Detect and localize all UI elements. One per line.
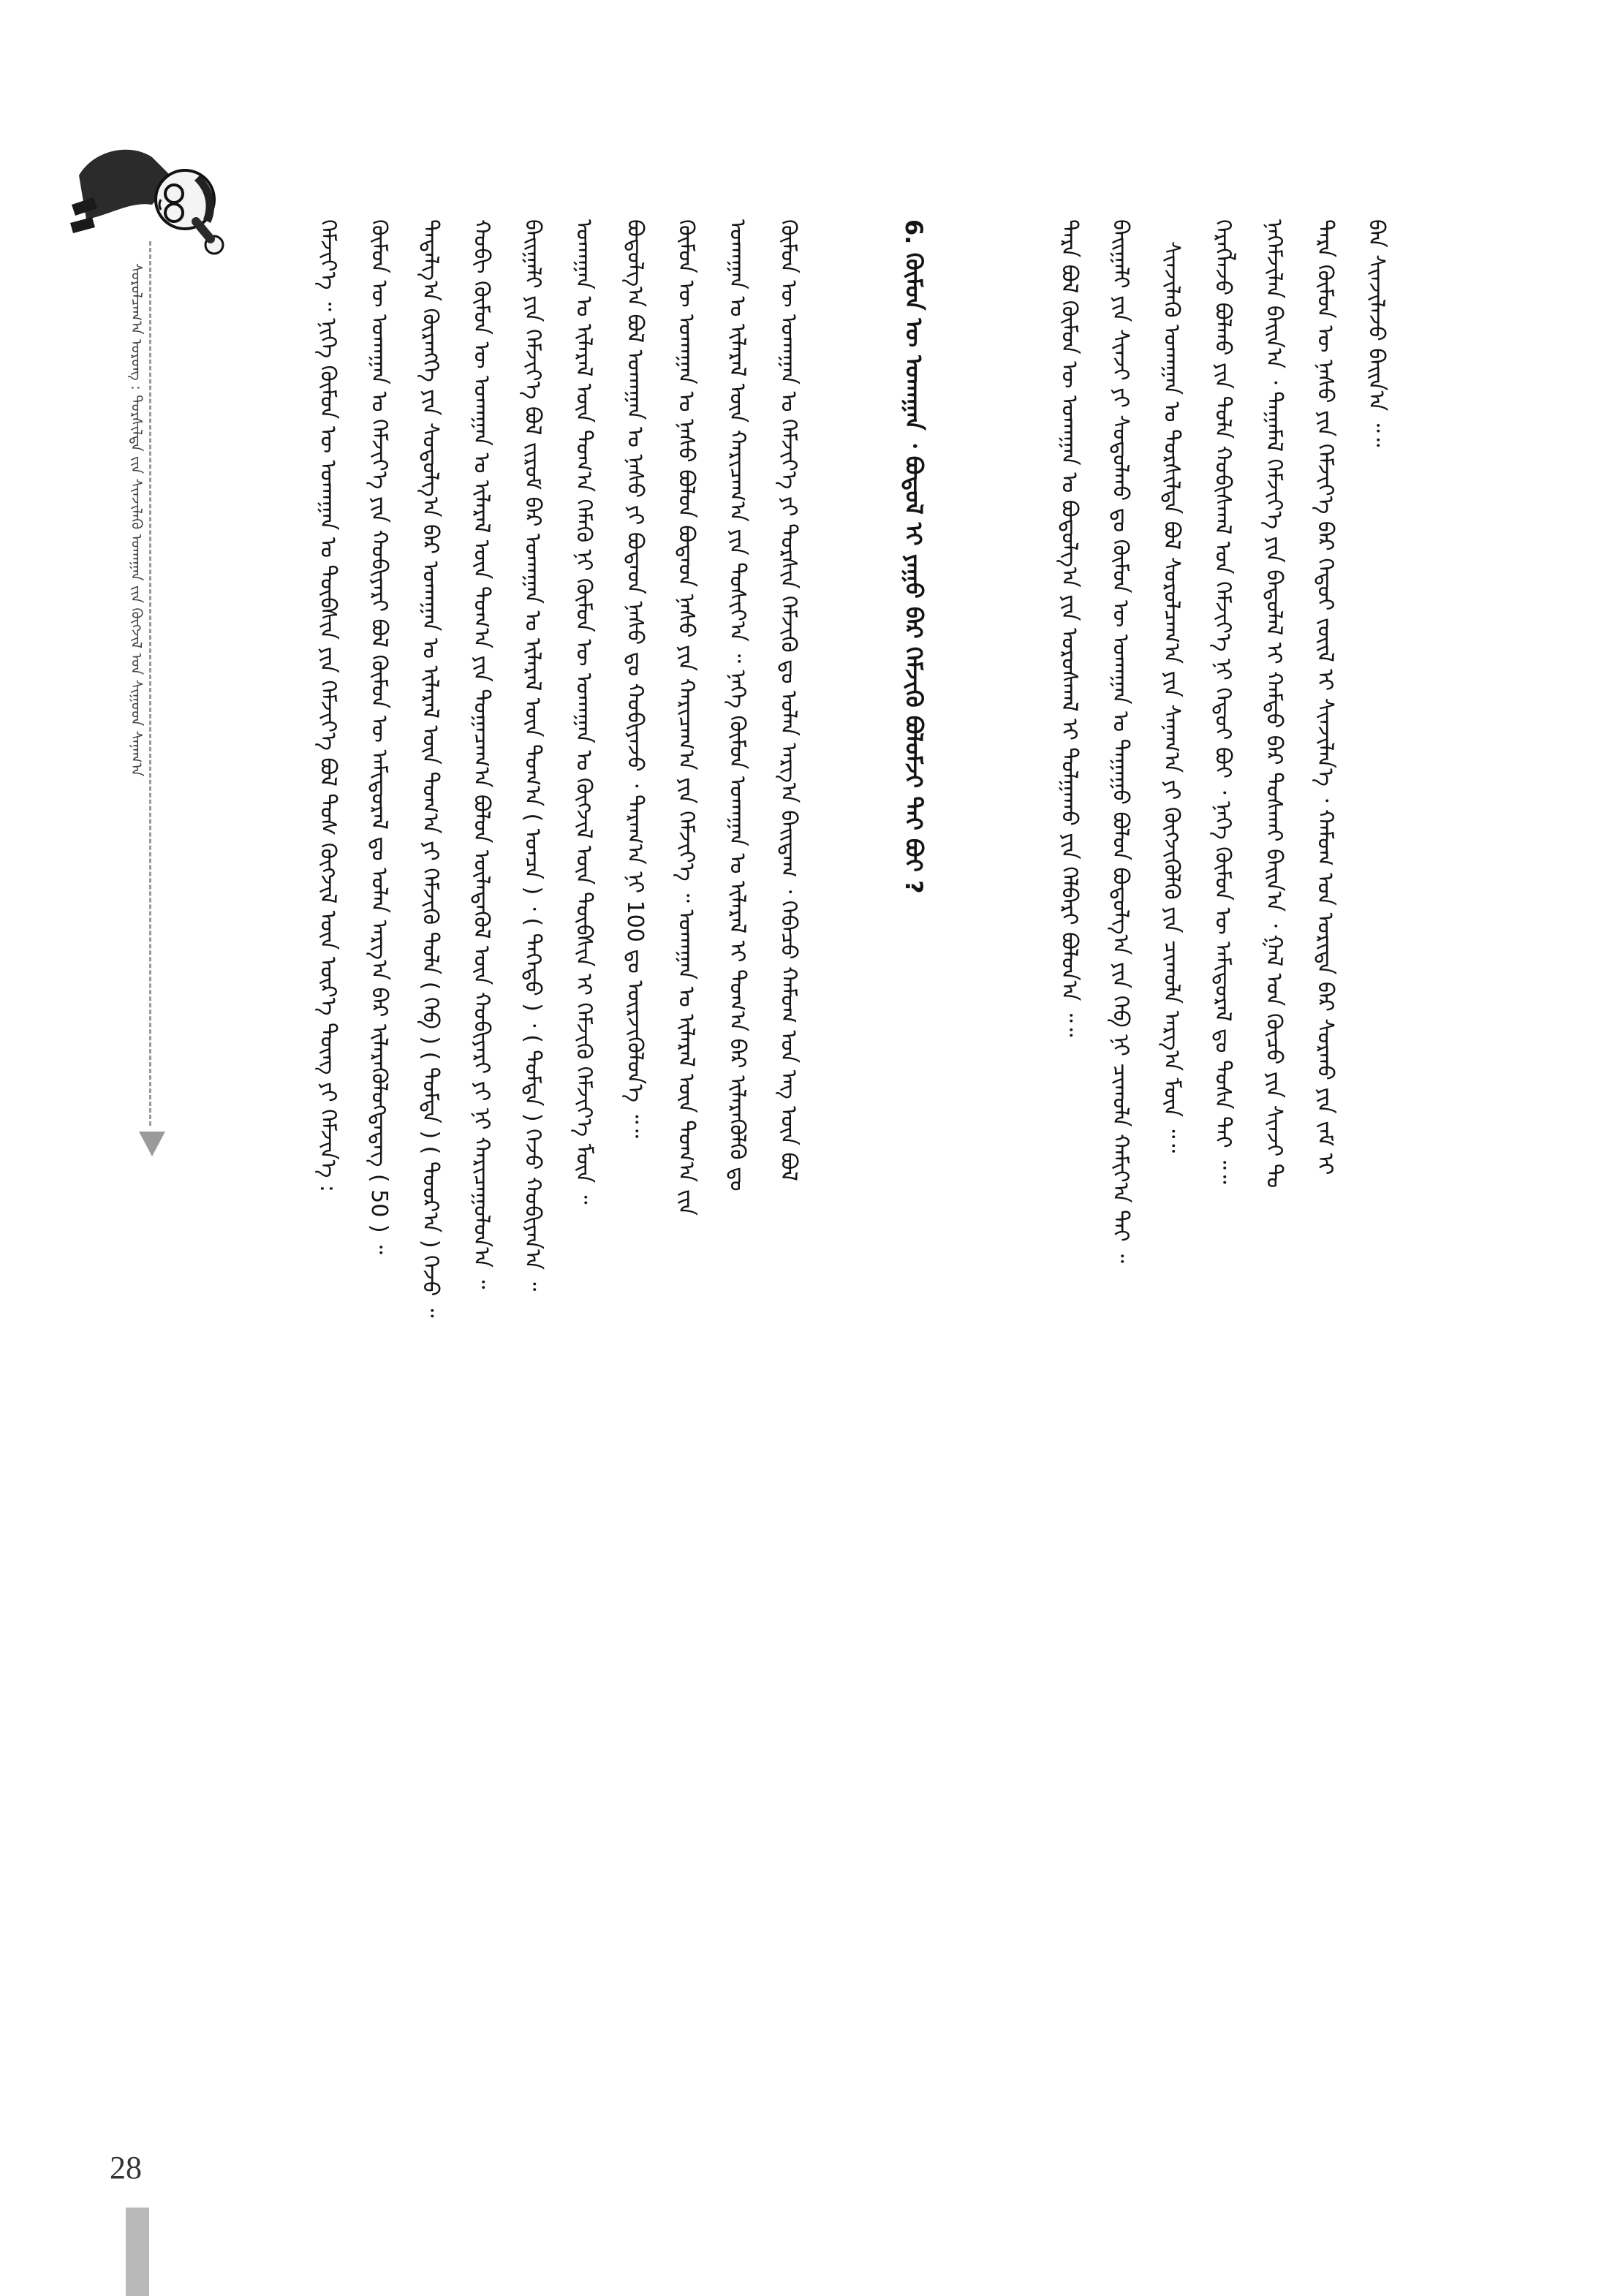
text-column: ᠪᠠᠢᠭᠠᠯᠢ ᠶᠢᠨ ᠬᠡᠮᠵᠢᠶ᠎ᠡ ᠪᠣᠯ ᠵᠢᠷᠤᠮ ᠪᠠᠷ ᠤᠬᠠᠭᠠᠨ ᠤ ᠢᠯᠡᠷᠡᠯ ᠦᠨ ᠲᠣᠭ᠎ᠠ ( ᠣᠨᠴᠠ ) ᠂ ( ᠳᠡᠭᠡᠳᠦ ) ᠂ ( ᠳᠤᠮᠳᠠ ) ᠭᠡᠵᠦ ᠬᠤᠪᠢᠶᠠᠨ᠎ᠠ ᠃ — [520, 219, 545, 1292]
text-column: ᠲᠡᠷᠡ ᠪᠣᠯ ᠬᠦᠮᠦᠨ ᠦ ᠤᠬᠠᠭᠠᠨ ᠤ ᠪᠣᠳᠤᠯᠭ᠎ᠠ ᠶᠢᠨ ᠤᠷᠤᠰᠬᠠᠯ ᠢ ᠲᠤᠯᠭᠠᠬᠤ ᠶᠢᠨ ᠬᠡᠯᠪᠡᠷᠢ ᠪᠣᠯᠤᠨ᠎ᠠ ᠃᠃ — [1056, 219, 1082, 1037]
triangle-down-arrow-icon — [139, 1132, 165, 1156]
text-column: ᠬᠦᠮᠦᠨ ᠦ ᠤᠬᠠᠭᠠᠨ ᠤ ᠬᠡᠮᠵᠢᠶ᠎ᠡ ᠶᠢ ᠲᠤᠷᠰᠢᠨ ᠬᠡᠮᠵᠢᠬᠦ ᠳᠤ ᠤᠯᠠᠨ ᠠᠷᠭ᠎ᠠ ᠪᠠᠢᠳᠠᠭ ᠂ ᠭᠡᠪᠡᠴᠦ ᠬᠠᠮᠤᠭ ᠤᠨ ᠡᠩ ᠦᠨ ᠪᠣᠯ — [776, 219, 801, 1181]
text-column: ᠰᠢᠨᠵᠢᠯᠡᠬᠦ ᠤᠬᠠᠭᠠᠨ ᠤ ᠲᠤᠷᠰᠢᠯᠲᠠ ᠪᠣᠯ ᠰᠤᠷᠤᠯᠴᠠᠭ᠎ᠠ ᠶᠢᠨ ᠰᠠᠨᠠᠭ᠎ᠠ ᠶᠢ ᠬᠥᠭᠵᠢᠭᠦᠯᠬᠦ ᠶᠢᠨ ᠴᠢᠬᠤᠯᠠ ᠠᠷᠭ᠎ᠠ ᠮᠥᠨ ᠃᠃ — [1159, 241, 1184, 1153]
text-column: ᠪᠠᠢᠭᠠᠯᠢ ᠶᠢᠨ ᠰᠢᠨᠵᠢ ᠶᠢ ᠰᠤᠳᠤᠯᠬᠤ ᠳᠤ ᠬᠦᠮᠦᠨ ᠦ ᠤᠬᠠᠭᠠᠨ ᠤ ᠳᠠᠭᠠᠭᠤ ᠪᠣᠯᠤᠨ ᠪᠣᠳᠤᠯᠭ᠎ᠠ ᠶᠢᠨ ᠬᠡᠪ ᠨᠢ ᠴᠢᠬᠤᠯᠠ ᠬᠠᠮᠢᠶ᠎ᠠ ᠲᠠᠢ ᠃ — [1108, 219, 1133, 1264]
text-column: ᠬᠤᠪᠢ ᠬᠦᠮᠦᠨ ᠦ ᠤᠬᠠᠭᠠᠨ ᠤ ᠢᠯᠡᠷᠡᠯ ᠦᠨ ᠲᠣᠭ᠎ᠠ ᠶᠢᠨ ᠲᠤᠭᠠᠴᠠᠭ᠎ᠠ ᠪᠣᠯᠤᠨ ᠦᠯᠡᠳᠡᠭᠦᠯ ᠦᠨ ᠬᠤᠪᠢᠶᠠᠷᠢ ᠶᠢ ᠨᠢ ᠬᠠᠷᠢᠴᠠᠭᠤᠯᠤᠨ᠎ᠠ ᠃ — [469, 219, 494, 1289]
text-column: ᠤᠬᠠᠭᠠᠨ ᠤ ᠢᠯᠡᠷᠡᠯ ᠦᠨ ᠬᠠᠷᠢᠴᠠᠭ᠎ᠠ ᠶᠢᠨ ᠲᠤᠰᠢᠶ᠎ᠠ ᠃ ᠨᠡᠭᠡ ᠬᠦᠮᠦᠨ ᠤᠬᠠᠭᠠᠨ ᠤ ᠢᠯᠡᠷᠡᠯ ᠢ ᠲᠣᠭ᠎ᠠ ᠪᠠᠷ ᠢᠯᠡᠷᠡᠭᠦᠯᠬᠦ ᠳᠤ — [725, 219, 750, 1191]
text-column: ᠨᠡᠬᠡᠮᠵᠢᠯᠡᠨ ᠪᠠᠢᠨ᠎ᠠ ᠂ ᠲᠠᠭᠠᠮᠠᠯ ᠬᠡᠮᠵᠢᠶ᠎ᠡ ᠶᠢᠨ ᠪᠠᠲᠤᠯᠠᠯ ᠢ ᠬᠠᠮᠲᠤ ᠪᠠᠷ ᠲᠤᠰᠬᠠᠢ ᠪᠠᠢᠨ᠎ᠠ ᠂ ᠭᠠᠯ ᠤᠨ ᠬᠦᠴᠦ ᠶᠢᠨ ᠰᠢᠨᠵᠢ ᠲᠤ — [1261, 219, 1287, 1189]
page-number: 28 — [110, 2150, 142, 2186]
cartoon-boy-with-glasses-icon — [64, 135, 232, 256]
text-column: ᠬᠡᠷᠡᠭᠯᠡᠵᠦ ᠪᠣᠯᠬᠤ ᠶᠢᠨ ᠲᠤᠯᠠ ᠬᠤᠪᠢᠰᠬᠠᠯ ᠤᠨ ᠬᠡᠮᠵᠢᠶ᠎ᠡ ᠨᠢ ᠬᠡᠳᠦᠢ ᠪᠤᠢ ᠂ ᠨᠡᠭᠡ ᠬᠦᠮᠦᠨ ᠦ ᠠᠮᠢᠳᠤᠷᠠᠯ ᠳᠤ ᠲᠤᠰᠠ ᠲᠠᠢ ᠃᠃ — [1210, 219, 1236, 1184]
text-column: ᠲᠠᠲᠠᠯᠭ᠎ᠠ ᠬᠥᠷᠡᠩᠭᠡ ᠶᠢᠨ ᠰᠤᠳᠤᠯᠭ᠎ᠠ ᠪᠡᠷ ᠤᠬᠠᠭᠠᠨ ᠤ ᠢᠯᠡᠷᠡᠯ ᠦᠨ ᠲᠣᠭ᠎ᠠ ᠶᠢ ᠬᠡᠮᠵᠢᠬᠦ ᠲᠤᠯᠠ ( ᠬᠡᠪ ) ( ᠳᠤᠮᠳᠠ ) ( ᠳᠣᠣᠷ᠎ᠠ ) ᠭᠡᠵᠦ ᠃ — [417, 219, 443, 1318]
text-column: ᠪᠡᠨ ᠰᠢᠨᠵᠢᠯᠡᠵᠦ ᠪᠠᠢᠨ᠎ᠠ ᠃᠃ — [1363, 219, 1389, 447]
text-column: ᠤᠬᠠᠭᠠᠨ ᠤ ᠢᠯᠡᠷᠡᠯ ᠦᠨ ᠲᠣᠭ᠎ᠠ ᠬᠡᠮᠡᠬᠦ ᠨᠢ ᠬᠦᠮᠦᠨ ᠦ ᠤᠬᠠᠭᠠᠨ ᠤ ᠬᠥᠭᠵᠢᠯ ᠦᠨ ᠲᠦᠪᠰᠢᠨ ᠢ ᠬᠡᠮᠵᠢᠬᠦ ᠬᠡᠮᠵᠢᠶ᠎ᠡ ᠮᠥᠨ ᠃ — [571, 219, 597, 1205]
text-column: ᠲᠡᠷᠡ ᠬᠦᠮᠦᠨ ᠦ ᠨᠠᠰᠤ ᠶᠢᠨ ᠬᠡᠮᠵᠢᠶ᠎ᠡ ᠪᠡᠷ ᠬᠡᠳᠦᠢ ᠵᠦᠢᠯ ᠢ ᠰᠢᠨᠵᠢᠯᠡᠨ᠎ᠡ ᠂ ᠬᠠᠮᠤᠭ ᠤᠨ ᠤᠷᠢᠳᠠ ᠪᠠᠷ ᠰᠤᠷᠬᠤ ᠶᠢᠨ ᠵᠠᠮ ᠢ — [1312, 219, 1338, 1175]
text-column: ᠬᠦᠮᠦᠨ ᠦ ᠤᠬᠠᠭᠠᠨ ᠤ ᠬᠡᠮᠵᠢᠶ᠎ᠡ ᠶᠢᠨ ᠬᠤᠪᠢᠶᠠᠷᠢ ᠪᠣᠯ ᠬᠦᠮᠦᠨ ᠦ ᠠᠮᠢᠳᠤᠷᠠᠯ ᠳᠤ ᠤᠯᠠᠨ ᠠᠷᠭ᠎ᠠ ᠪᠡᠷ ᠢᠯᠡᠷᠡᠭᠦᠯᠦᠭᠳᠡᠳᠡᠭ ( 50 ) ᠃ — [366, 219, 392, 1254]
dashed-divider — [149, 241, 151, 1126]
text-column: ᠬᠡᠮᠵᠢᠶ᠎ᠡ ᠃ ᠨᠢᠭᠡ ᠬᠦᠮᠦᠨ ᠦ ᠤᠬᠠᠭᠠᠨ ᠤ ᠲᠦᠪᠰᠢᠨ ᠶᠢᠨ ᠬᠡᠮᠵᠢᠶ᠎ᠡ ᠪᠣᠯ ᠲᠤᠰ ᠬᠥᠭᠵᠢᠯ ᠦᠨ ᠦᠷ᠎ᠡ ᠳᠦᠩ ᠶᠢ ᠬᠡᠮᠵᠢᠨ᠎ᠡ : — [315, 219, 341, 1192]
text-column: ᠬᠦᠮᠦᠨ ᠦ ᠤᠬᠠᠭᠠᠨ ᠤ ᠨᠠᠰᠤ ᠪᠣᠯᠤᠨ ᠪᠤᠳᠠᠳ ᠨᠠᠰᠤ ᠶᠢᠨ ᠬᠠᠷᠢᠴᠠᠭ᠎ᠠ ᠶᠢᠨ ᠬᠡᠮᠵᠢᠶ᠎ᠡ ᠃ ᠤᠬᠠᠭᠠᠨ ᠤ ᠢᠯᠡᠷᠡᠯ ᠦᠨ ᠲᠣᠭ᠎ᠠ ᠵᠢᠨ — [673, 219, 699, 1216]
question-heading: 6. ᠬᠦᠮᠦᠨ ᠦ ᠤᠬᠠᠭᠠᠨ ᠂ ᠪᠣᠳᠤᠯ ᠢ ᠶᠠᠭᠤ ᠪᠡᠷ ᠬᠡᠮᠵᠢᠬᠦ ᠪᠣᠯᠣᠮᠵᠢ ᠲᠠᠢ ᠪᠤᠢ ? — [900, 219, 928, 894]
text-column: ᠪᠣᠳᠣᠯᠭ᠎ᠠ ᠪᠣᠯ ᠤᠬᠠᠭᠠᠨ ᠤ ᠨᠠᠰᠤ ᠶᠢ ᠪᠤᠳᠠᠳ ᠨᠠᠰᠤ ᠳᠤ ᠬᠤᠪᠢᠶᠠᠵᠤ ᠂ ᠳᠠᠷᠠᠭ᠎ᠠ ᠨᠢ 100 ᠳᠤ ᠦᠷᠵᠢᠭᠦᠯᠦᠨ᠎ᠡ ᠃᠃ — [622, 219, 648, 1139]
running-head: ᠰᠤᠷᠤᠯᠴᠠᠭ᠎ᠠ ᠤᠷᠤᠩ : ᠲᠤᠷᠰᠢᠯᠲᠠ ᠵᠢᠨ ᠰᠢᠨᠵᠢᠯᠡᠬᠦ ᠤᠬᠠᠭᠠᠨ ᠵᠢᠨ ᠬᠥᠭᠵᠢᠯ ᠤᠨ ᠰᠢᠭᠤᠳ ᠰᠠᠨᠠᠭ᠎ᠠ — [128, 263, 145, 777]
page-edge-tab — [126, 2208, 149, 2296]
